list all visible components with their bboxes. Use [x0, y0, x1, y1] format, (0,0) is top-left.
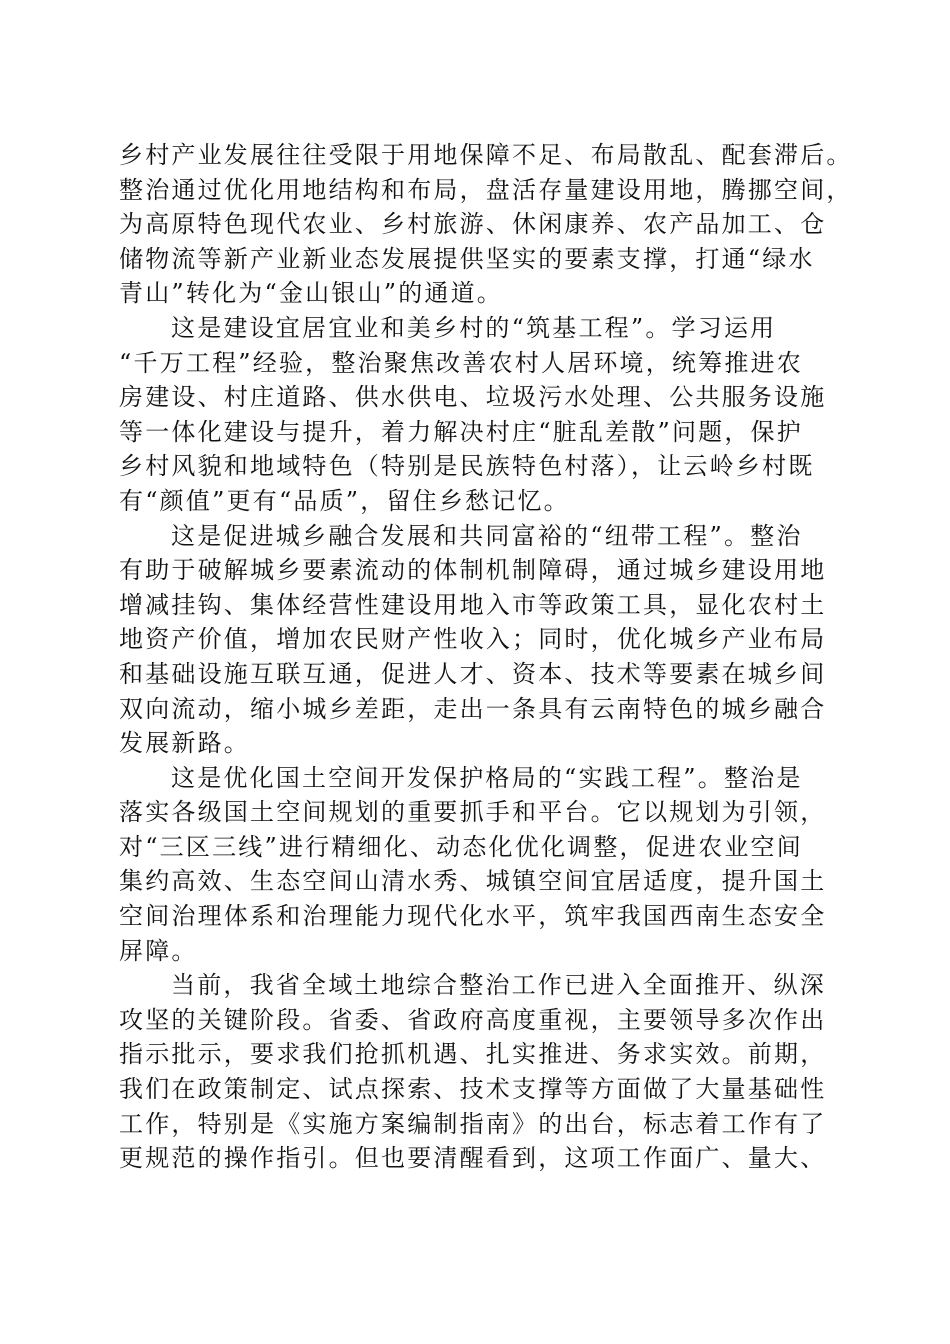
- text-line: 为高原特色现代农业、乡村旅游、休闲康养、农产品加工、仓: [119, 210, 827, 239]
- text-line: 和基础设施互联互通，促进人才、资本、技术等要素在城乡间: [119, 659, 827, 688]
- text-line: 有助于破解城乡要素流动的体制机制障碍，通过城乡建设用地: [119, 556, 827, 585]
- document-body: [119, 138, 853, 1176]
- text-line: 地资产价值，增加农民财产性收入；同时，优化城乡产业布局: [119, 625, 827, 654]
- text-line: 这是促进城乡融合发展和共同富裕的“纽带工程”。整治: [171, 521, 803, 550]
- text-line: 我们在政策制定、试点探索、技术支撑等方面做了大量基础性: [119, 1075, 827, 1104]
- text-line: 这是建设宜居宜业和美乡村的“筑基工程”。学习运用: [171, 313, 777, 342]
- text-line: 指示批示，要求我们抢抓机遇、扎实推进、务求实效。前期，: [119, 1040, 827, 1069]
- text-line: 更规范的操作指引。但也要清醒看到，这项工作面广、量大、: [119, 1144, 827, 1173]
- text-line: 当前，我省全域土地综合整治工作已进入全面推开、纵深: [171, 971, 826, 1000]
- text-line: “千万工程”经验，整治聚焦改善农村人居环境，统筹推进农: [119, 348, 803, 377]
- text-line: 攻坚的关键阶段。省委、省政府高度重视，主要领导多次作出: [119, 1005, 827, 1034]
- text-line: 等一体化建设与提升，着力解决村庄“脏乱差散”问题，保护: [119, 417, 803, 446]
- text-line: 屏障。: [119, 936, 198, 965]
- text-line: 空间治理体系和治理能力现代化水平，筑牢我国西南生态安全: [119, 902, 827, 931]
- paragraph-4: [119, 761, 831, 969]
- text-line: 青山”转化为“金山银山”的通道。: [119, 279, 504, 308]
- text-line: 整治通过优化用地结构和布局，盘活存量建设用地，腾挪空间，: [119, 175, 853, 204]
- paragraph-3: [119, 519, 831, 761]
- paragraph-5: [119, 968, 831, 1176]
- text-line: 增减挂钩、集体经营性建设用地入市等政策工具，显化农村土: [119, 590, 827, 619]
- paragraph-2: [119, 311, 831, 519]
- paragraph-1: [119, 138, 853, 311]
- text-line: 对“三区三线”进行精细化、动态化优化调整，促进农业空间: [119, 832, 803, 861]
- text-line: 双向流动，缩小城乡差距，走出一条具有云南特色的城乡融合: [119, 694, 827, 723]
- text-line: 工作，特别是《实施方案编制指南》的出台，标志着工作有了: [119, 1109, 827, 1138]
- text-line: 集约高效、生态空间山清水秀、城镇空间宜居适度，提升国土: [119, 867, 827, 896]
- text-line: 发展新路。: [119, 729, 250, 758]
- text-line: 乡村风貌和地域特色（特别是民族特色村落），让云岭乡村既: [119, 452, 815, 481]
- text-line: 房建设、村庄道路、供水供电、垃圾污水处理、公共服务设施: [119, 383, 827, 412]
- text-line: 乡村产业发展往往受限于用地保障不足、布局散乱、配套滞后。: [119, 141, 853, 169]
- text-line: 储物流等新产业新业态发展提供坚实的要素支撑，打通“绿水: [119, 244, 815, 273]
- text-line: 这是优化国土空间开发保护格局的“实践工程”。整治是: [171, 763, 803, 792]
- text-line: 落实各级国土空间规划的重要抓手和平台。它以规划为引领，: [119, 798, 827, 827]
- text-line: 有“颜值”更有“品质”，留住乡愁记忆。: [119, 486, 570, 515]
